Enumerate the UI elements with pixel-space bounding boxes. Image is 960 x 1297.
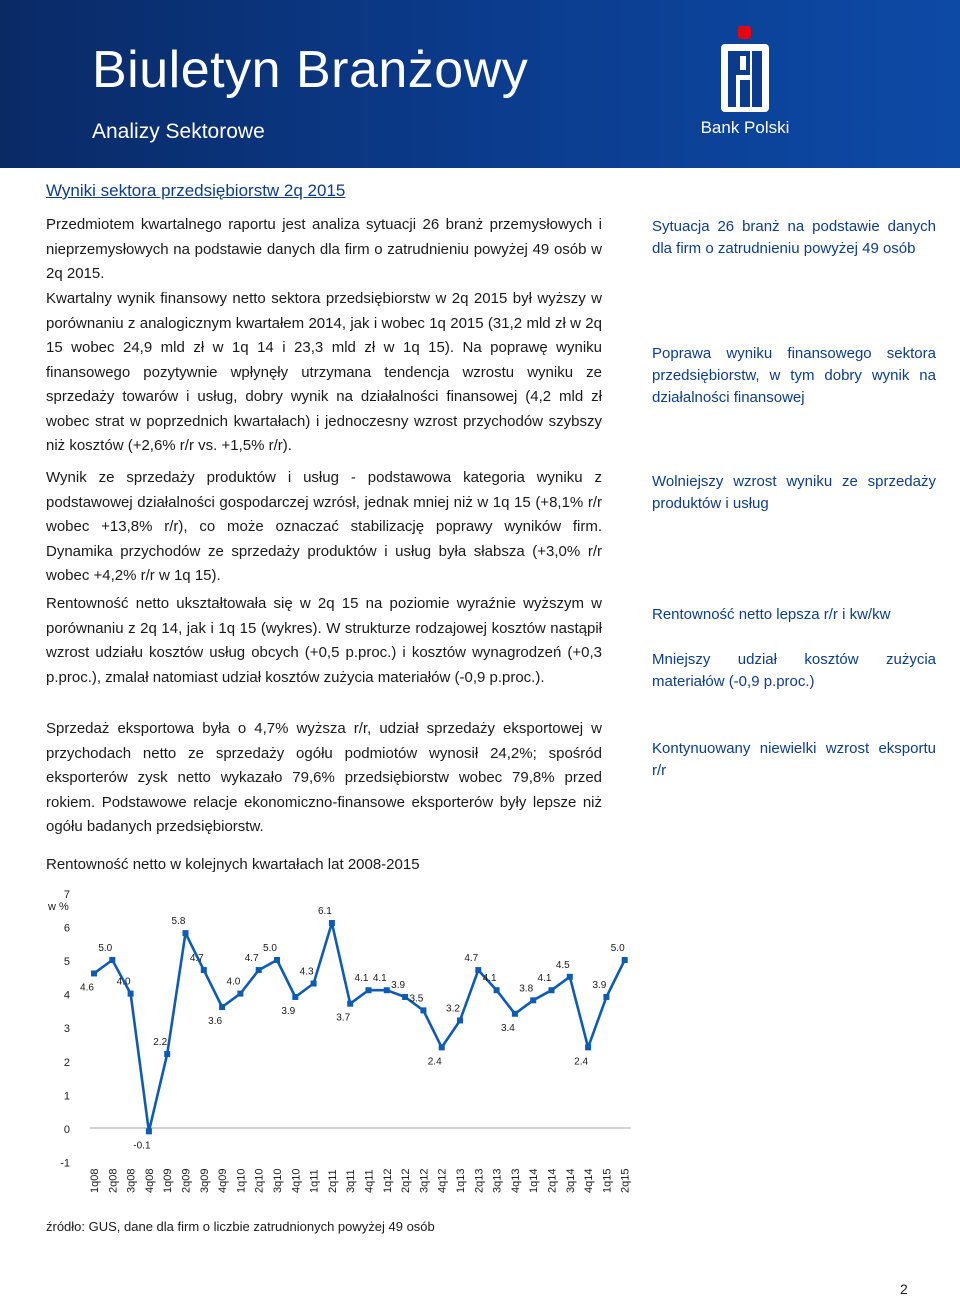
x-tick-label: 4q14 (583, 1168, 596, 1193)
profitability-chart (36, 880, 646, 1215)
data-point (201, 967, 207, 973)
data-label: 6.1 (317, 906, 332, 918)
x-tick-label: 1q08 (89, 1168, 101, 1193)
y-tick-label: 4 (63, 989, 70, 1002)
x-tick-label: 2q08 (107, 1168, 120, 1193)
data-point (237, 991, 243, 997)
data-label: 4.0 (226, 976, 241, 988)
x-tick-label: 1q10 (235, 1168, 248, 1193)
data-point (219, 1004, 225, 1010)
data-point (292, 994, 298, 1000)
data-label: 3.9 (281, 1005, 296, 1017)
x-tick-label: 3q14 (564, 1168, 577, 1193)
x-tick-label: 2q13 (473, 1168, 486, 1193)
x-tick-label: 2q09 (180, 1168, 193, 1193)
data-label: 5.0 (98, 943, 113, 954)
data-point (256, 967, 262, 973)
data-point (549, 987, 555, 993)
data-label: 3.4 (500, 1022, 515, 1034)
data-point (530, 997, 536, 1003)
data-point (329, 920, 335, 926)
sidebar-note-exports: Kontynuowany niewielki wzrost eksportu r/r (652, 740, 936, 779)
data-label: 3.9 (391, 979, 406, 991)
x-tick-label: 4q09 (217, 1168, 230, 1193)
data-label: 4.1 (372, 973, 387, 985)
data-label: 3.6 (208, 1016, 223, 1028)
data-point (494, 987, 500, 993)
x-tick-label: 1q14 (528, 1168, 541, 1193)
data-label: 4.7 (464, 953, 479, 965)
series-line (94, 923, 625, 1131)
data-label: 3.7 (336, 1012, 351, 1024)
source-note: źródło: GUS, dane dla firm o liczbie zatrudnionych powyżej 49 osób (46, 1219, 435, 1234)
data-label: 4.7 (189, 953, 204, 965)
x-tick-label: 1q12 (381, 1168, 394, 1193)
x-tick-label: 2q14 (546, 1168, 559, 1193)
data-point (457, 1017, 463, 1023)
paragraph-exports: Sprzedaż eksportowa była o 4,7% wyższa r/r, udział sprzedaży eksportowej w przychodach netto ze sprzedaży ogółu podmiotów wynosił 24,2%; spośród eksporterów zysk netto wykazało 79,6% przedsiębiorstw wobec 79,8% przed rokiem. Podstawowe relacje ekonomiczno-finansowe eksporterów były lepsze niż ogółu badanych przedsiębiorstw. (46, 720, 602, 835)
paragraph-profitability: Rentowność netto ukształtowała się w 2q 15 na poziomie wyraźnie wyższym w porównaniu z 2q 14, jak i 1q 15 (wykres). W strukturze rodzajowej kosztów nastąpił wzrost udziału kosztów usług obcych (+0,5 p.proc.) i kosztów wynagrodzeń (+0,3 p.proc.), zmalał natomiast udział kosztów zużycia materiałów (-0,9 p.proc.). (46, 595, 602, 686)
x-tick-label: 2q15 (619, 1168, 632, 1193)
x-tick-label: 2q11 (326, 1169, 339, 1193)
data-label: 5.8 (171, 916, 186, 928)
data-point (311, 981, 317, 987)
paragraph-sales-result: Wynik ze sprzedaży produktów i usług - podstawowa kategoria wyniku z podstawowej działalności gospodarczej wzrósł, jednak mniej niż w 1q 15 (+8,1% r/r wobec +13,8% r/r), co może oznaczać stabilizację poprawy wyników firm. Dynamika przychodów ze sprzedaży produktów i usług była słabsza (+3,0% r/r wobec +4,2% r/r w 1q 15). (46, 469, 602, 584)
section-title: Wyniki sektora przedsiębiorstw 2q 2015 (46, 181, 346, 200)
data-point (366, 987, 372, 993)
y-axis-label: w % (48, 901, 69, 914)
data-point (567, 974, 573, 980)
data-label: -0.1 (133, 1140, 151, 1152)
data-point (603, 994, 609, 1000)
data-label: 3.2 (446, 1003, 460, 1015)
y-tick-label: -1 (60, 1157, 70, 1170)
pko-logo-icon (690, 20, 800, 116)
data-point (512, 1011, 518, 1017)
data-point (622, 957, 628, 963)
y-tick-label: 0 (63, 1124, 70, 1136)
brand-name: Bank Polski (700, 118, 790, 137)
y-tick-label: 5 (63, 956, 70, 968)
paragraph-intro: Przedmiotem kwartalnego raportu jest analiza sytuacji 26 branż przemysłowych i nieprzemysłowych na podstawie danych dla firm o zatrudnieniu powyżej 49 osób w 2q 2015. (46, 216, 602, 282)
data-point (164, 1051, 170, 1057)
sidebar-note-scope: Sytuacja 26 branż na podstawie danych dla firm o zatrudnieniu powyżej 49 osób (652, 218, 936, 257)
y-tick-label: 3 (63, 1023, 70, 1036)
x-tick-label: 3q10 (272, 1168, 284, 1193)
x-tick-label: 3q08 (125, 1168, 138, 1193)
data-point (91, 970, 97, 976)
data-label: 3.5 (409, 993, 424, 1005)
data-point (146, 1128, 152, 1134)
data-label: 4.6 (80, 982, 94, 994)
x-tick-label: 1q11 (308, 1169, 321, 1193)
sidebar-note-profitability: Rentowność netto lepsza r/r i kw/kw (652, 606, 891, 623)
data-label: 5.0 (263, 943, 277, 954)
y-tick-label: 6 (63, 922, 70, 935)
data-label: 2.2 (153, 1037, 168, 1049)
data-label: 5.0 (610, 943, 625, 954)
data-point (109, 957, 115, 963)
paragraph-financial-result: Kwartalny wynik finansowy netto sektora przedsiębiorstw w 2q 2015 był wyższy w porównaniu z analogicznym kwartałem 2014, jak i wobec 1q 2015 (31,2 mld zł w 2q 15 wobec 24,9 mld zł w 1q 14 i 23,3 mld zł w 1q 15). Na poprawę wyniku finansowego pozytywnie wpłynęły utrzymana tendencja wzrostu wyniku ze sprzedaży towarów i usług, dobry wynik na działalności finansowej (4,2 mld zł wobec strat w poprzednich kwartałach) i jednoczesny wzrost przychodów szybszy niż kosztów (+2,6% r/r vs. +1,5% r/r). (46, 290, 602, 454)
y-tick-label: 7 (63, 888, 70, 901)
header-banner (0, 0, 960, 168)
x-tick-label: 3q11 (345, 1169, 358, 1193)
x-tick-label: 2q12 (400, 1168, 413, 1193)
data-point (183, 930, 189, 936)
sidebar-note-materials: Mniejszy udział kosztów zużycia materiałów (-0,9 p.proc.) (652, 651, 936, 690)
pko-logo (690, 20, 800, 160)
data-label: 3.8 (519, 983, 534, 995)
data-label: 2.4 (427, 1056, 442, 1068)
x-tick-label: 3q09 (198, 1168, 211, 1193)
x-tick-label: 4q11 (363, 1169, 376, 1193)
data-point (585, 1044, 591, 1050)
sidebar-note-sales: Wolniejszy wzrost wyniku ze sprzedaży produktów i usług (652, 473, 936, 512)
data-point (384, 987, 390, 993)
y-tick-label: 2 (63, 1056, 70, 1069)
bulletin-subtitle: Analizy Sektorowe (92, 120, 265, 143)
x-tick-label: 2q10 (253, 1168, 266, 1193)
data-point (274, 957, 280, 963)
page-number: 2 (900, 1281, 908, 1297)
x-tick-label: 3q12 (418, 1168, 431, 1193)
x-tick-label: 1q09 (162, 1168, 175, 1193)
data-point (439, 1044, 445, 1050)
data-point (128, 991, 134, 997)
data-label: 3.9 (592, 979, 607, 991)
sidebar-note-financial: Poprawa wyniku finansowego sektora przedsiębiorstw, w tym dobry wynik na działalności finansowej (652, 345, 936, 406)
bulletin-title: Biuletyn Branżowy (92, 41, 529, 99)
data-label: 4.5 (555, 959, 570, 971)
data-label: 4.1 (354, 973, 369, 985)
chart-title: Rentowność netto w kolejnych kwartałach lat 2008-2015 (46, 856, 420, 873)
x-tick-label: 1q13 (455, 1168, 467, 1193)
data-label: 4.0 (116, 976, 131, 988)
x-tick-label: 4q13 (509, 1168, 522, 1193)
y-tick-label: 1 (63, 1090, 70, 1103)
data-label: 4.1 (482, 973, 497, 985)
data-point (475, 967, 481, 973)
data-label: 2.4 (574, 1056, 589, 1068)
x-tick-label: 3q13 (491, 1168, 504, 1193)
data-label: 4.1 (537, 973, 552, 985)
data-point (402, 994, 408, 1000)
data-point (347, 1001, 353, 1007)
x-tick-label: 4q12 (436, 1168, 449, 1193)
data-label: 4.3 (299, 966, 314, 978)
x-tick-label: 1q15 (601, 1168, 614, 1193)
x-tick-label: 4q08 (143, 1168, 156, 1193)
data-point (420, 1007, 426, 1013)
data-label: 4.7 (244, 953, 259, 965)
x-tick-label: 4q10 (290, 1168, 303, 1193)
